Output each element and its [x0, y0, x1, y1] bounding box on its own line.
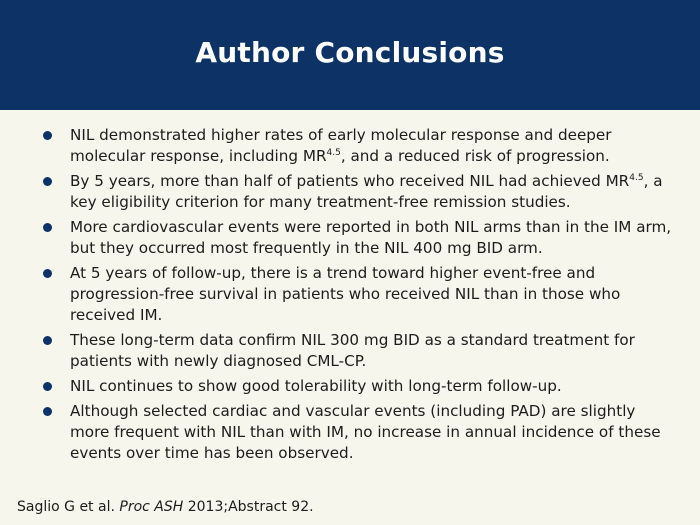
bullet-text: NIL continues to show good tolerability with long-term follow-up.	[70, 377, 562, 395]
bullet-text: Although selected cardiac and vascular events (including PAD) are slightly more frequent with NIL than with IM, no increase in annual incidence of these events over time has been observed.	[70, 402, 661, 462]
conclusions-list	[43, 125, 678, 468]
bullet-item	[43, 330, 678, 372]
bullet-dot-icon	[43, 269, 52, 278]
bullet-dot-icon	[43, 407, 52, 416]
bullet-item	[43, 263, 678, 326]
bullet-dot-icon	[43, 223, 52, 232]
citation: Saglio G et al. Proc ASH 2013;Abstract 92.	[17, 499, 314, 515]
bullet-text: These long-term data confirm NIL 300 mg BID as a standard treatment for patients with newly diagnosed CML-CP.	[70, 331, 635, 370]
slide-title: Author Conclusions	[195, 35, 505, 69]
bullet-dot-icon	[43, 336, 52, 345]
bullet-dot-icon	[43, 131, 52, 140]
superscript: 4.5	[326, 148, 341, 158]
bullet-dot-icon	[43, 177, 52, 186]
bullet-item	[43, 171, 678, 213]
bullet-text: At 5 years of follow-up, there is a trend toward higher event-free and progression-free survival in patients who received NIL than in those who received IM.	[70, 264, 621, 324]
bullet-text: NIL demonstrated higher rates of early molecular response and deeper molecular response, including $MR^{4.5}$, and a reduced risk of progression.	[70, 126, 612, 165]
bullet-item	[43, 376, 678, 397]
title-banner	[0, 0, 700, 110]
bullet-item	[43, 125, 678, 167]
journal-name: Proc ASH	[119, 499, 184, 515]
superscript: 4.5	[629, 173, 644, 183]
bullet-text: By 5 years, more than half of patients who received NIL had achieved $MR^{4.5}$, a key eligibility criterion for many treatment-free remission studies.	[70, 172, 663, 211]
bullet-item	[43, 401, 678, 464]
bullet-dot-icon	[43, 382, 52, 391]
bullet-text: More cardiovascular events were reported in both NIL arms than in the IM arm, but they occurred most frequently in the NIL 400 mg BID arm.	[70, 218, 672, 257]
bullet-item	[43, 217, 678, 259]
